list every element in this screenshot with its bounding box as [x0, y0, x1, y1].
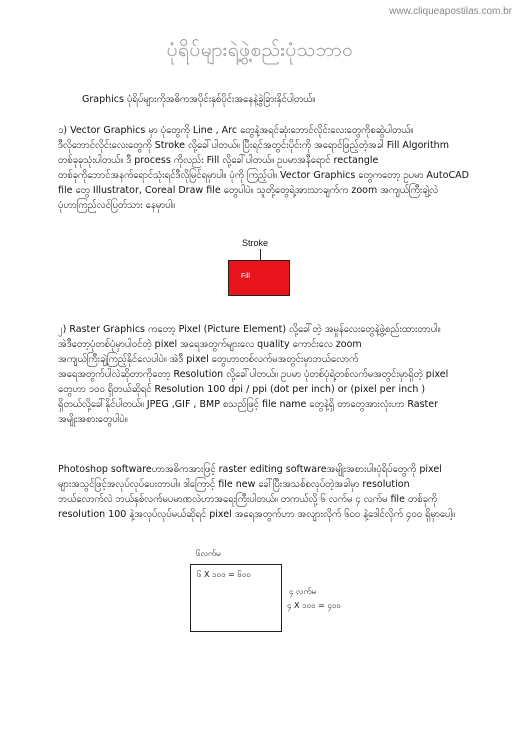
paragraph-line: အဲဒီတော့ပုံတစ်ပုံမှာပါဝင်တဲ့ pixel အရေအတွက်များလေ quality ကောင်းလေ zoom	[58, 339, 362, 350]
paragraph-line: တစ်ခုကိုဘောင်အနက်ရောင်သုံးရင်ဒီလိုမြင်ရမှာပါ။ ပုံကို ကြည့်ပါ။ Vector Graphics တွေကတော့ ဥပမာ AutoCAD	[58, 170, 469, 181]
paragraph-line: Photoshop softwareဟာအဓိကအားဖြင့် raster editing softwareအမျိုးအစားပါ။ပုံရိပ်တွေကို pixel	[58, 464, 442, 475]
fill-label: Fill	[241, 273, 250, 280]
paragraph-line: တွေဟာ ၁၀၀ ရှိတယ်ဆိုရင် Resolution 100 dpi / ppi (dot per inch) or (pixel per inch )	[58, 384, 426, 395]
paragraph-line: အမျိုးအစားတွေပါပဲ။	[58, 414, 128, 425]
width-label: ၆လက်မ	[196, 549, 221, 558]
paragraph-line: တစ်ခုခုသုံးပါတယ်။ ဒီ process ကိုလည်း Fill လို့ခေါ်ပါတယ်။ ဥပမာအနီရောင် rectangle	[58, 155, 379, 166]
paragraph-photoshop	[58, 462, 478, 522]
page-title: ပုံရိပ်များရဲ့ဖွဲ့စည်းပုံသဘာဝ	[166, 39, 354, 61]
filled-rectangle	[228, 260, 290, 296]
height-label: ၄ လက်မ	[289, 587, 316, 596]
height-calculation: ၄ X ၁၀၀ = ၄၀၀	[287, 601, 341, 610]
stroke-fill-figure	[228, 238, 308, 298]
paragraph-vector-graphics	[58, 123, 478, 213]
paragraph-line: အကျယ်ကြီးချဲ့ကြည့်နိုင်လေပါပဲ။ အဲဒီ pixel တွေဟာတစ်လက်မအတွင်းမှာဘယ်လောက်	[58, 354, 359, 365]
paragraph-line: resolution 100 နဲ့အလုပ်လုပ်မယ်ဆိုရင် pixel အရေအတွက်ဟာ အလျားလိုက် ၆၀၀ နဲ့ဒေါင်လိုက် ၄၀၀ ရှိမှာပေါ့။	[58, 509, 455, 520]
watermark: www.cliqueapostilas.com.br	[389, 6, 512, 17]
paragraph-raster-graphics	[58, 322, 478, 427]
paragraph-line: ပုံဟာကြည်လင်ပြတ်သား နေမှာပါ။	[58, 200, 176, 211]
paragraph-line: အရေအတွက်ပါလဲဆိုတာကိုတော့ Resolution လို့ခေါ်ပါတယ်။ ဥပမာ ပုံတစ်ပုံရဲ့တစ်လက်မအတွင်းမှာရှိတဲ့ pixel	[58, 369, 449, 380]
paragraph-line: ဘယ်လောက်လဲ ဘယ်နှစ်လက်မပမာဏလဲဟာအရေးကြီးပါတယ်။ တကယ်လို့ ၆ လက်မ ၄ လက်မ file တစ်ခုကို	[58, 494, 438, 505]
width-calculation: ၆ X ၁၀၀ = ၆၀၀	[197, 570, 251, 579]
paragraph-line: ၁) Vector Graphics မှာ ပုံတွေကို Line , Arc တွေနဲ့အရင်ဆုံးဘောင်လိုင်းလေးတွေကိုစဆွဲပါတယ်။	[58, 125, 414, 136]
paragraph-line: ရှိတယ်လို့ခေါ်နိုင်ပါတယ်။ JPEG ,GIF , BMP စသည်ဖြင့် file name တွေနဲ့ရှိ တာတွေအားလုံးဟာ Raster	[58, 399, 438, 410]
canvas-frame	[190, 564, 282, 632]
paragraph-line: များအသွင်ဖြင့်အလုပ်လုပ်ပေးတာပါ။ ဒါကြောင့် file new ခေါ်ပြီးအသစ်စလုပ်တဲ့အခါမှာ resolution	[58, 479, 410, 490]
paragraph-line: ဒီလိုဘောင်လိုင်းလေးတွေကို Stroke လို့ခေါ်ပါတယ်။ ပြီးရင်အတွင်းပိုင်းကို အရောင်ဖြည့်တဲ့အခါ Fill Algorithm	[58, 140, 449, 151]
stroke-label: Stroke	[242, 238, 269, 248]
intro-paragraph: Graphics ပုံရိပ်များကိုအဓိကအပိုင်းနှစ်ပိုင်းအနေနဲ့ခွဲခြားနိုင်ပါတယ်။	[82, 94, 316, 105]
paragraph-line: file တွေ Illustrator, Coreal Draw file တွေပါပဲ။ သူတို့တွေရဲ့အားသာချက်က zoom အကျယ်ကြီးချဲ့လဲ	[58, 185, 439, 196]
resolution-figure	[186, 548, 341, 643]
paragraph-line: ၂) Raster Graphics ကတော့ Pixel (Picture Element) လို့ခေါ်တဲ့ အမှုန်လေးတွေနဲ့ဖွဲ့စည်းထားတာပါ။	[58, 324, 441, 335]
